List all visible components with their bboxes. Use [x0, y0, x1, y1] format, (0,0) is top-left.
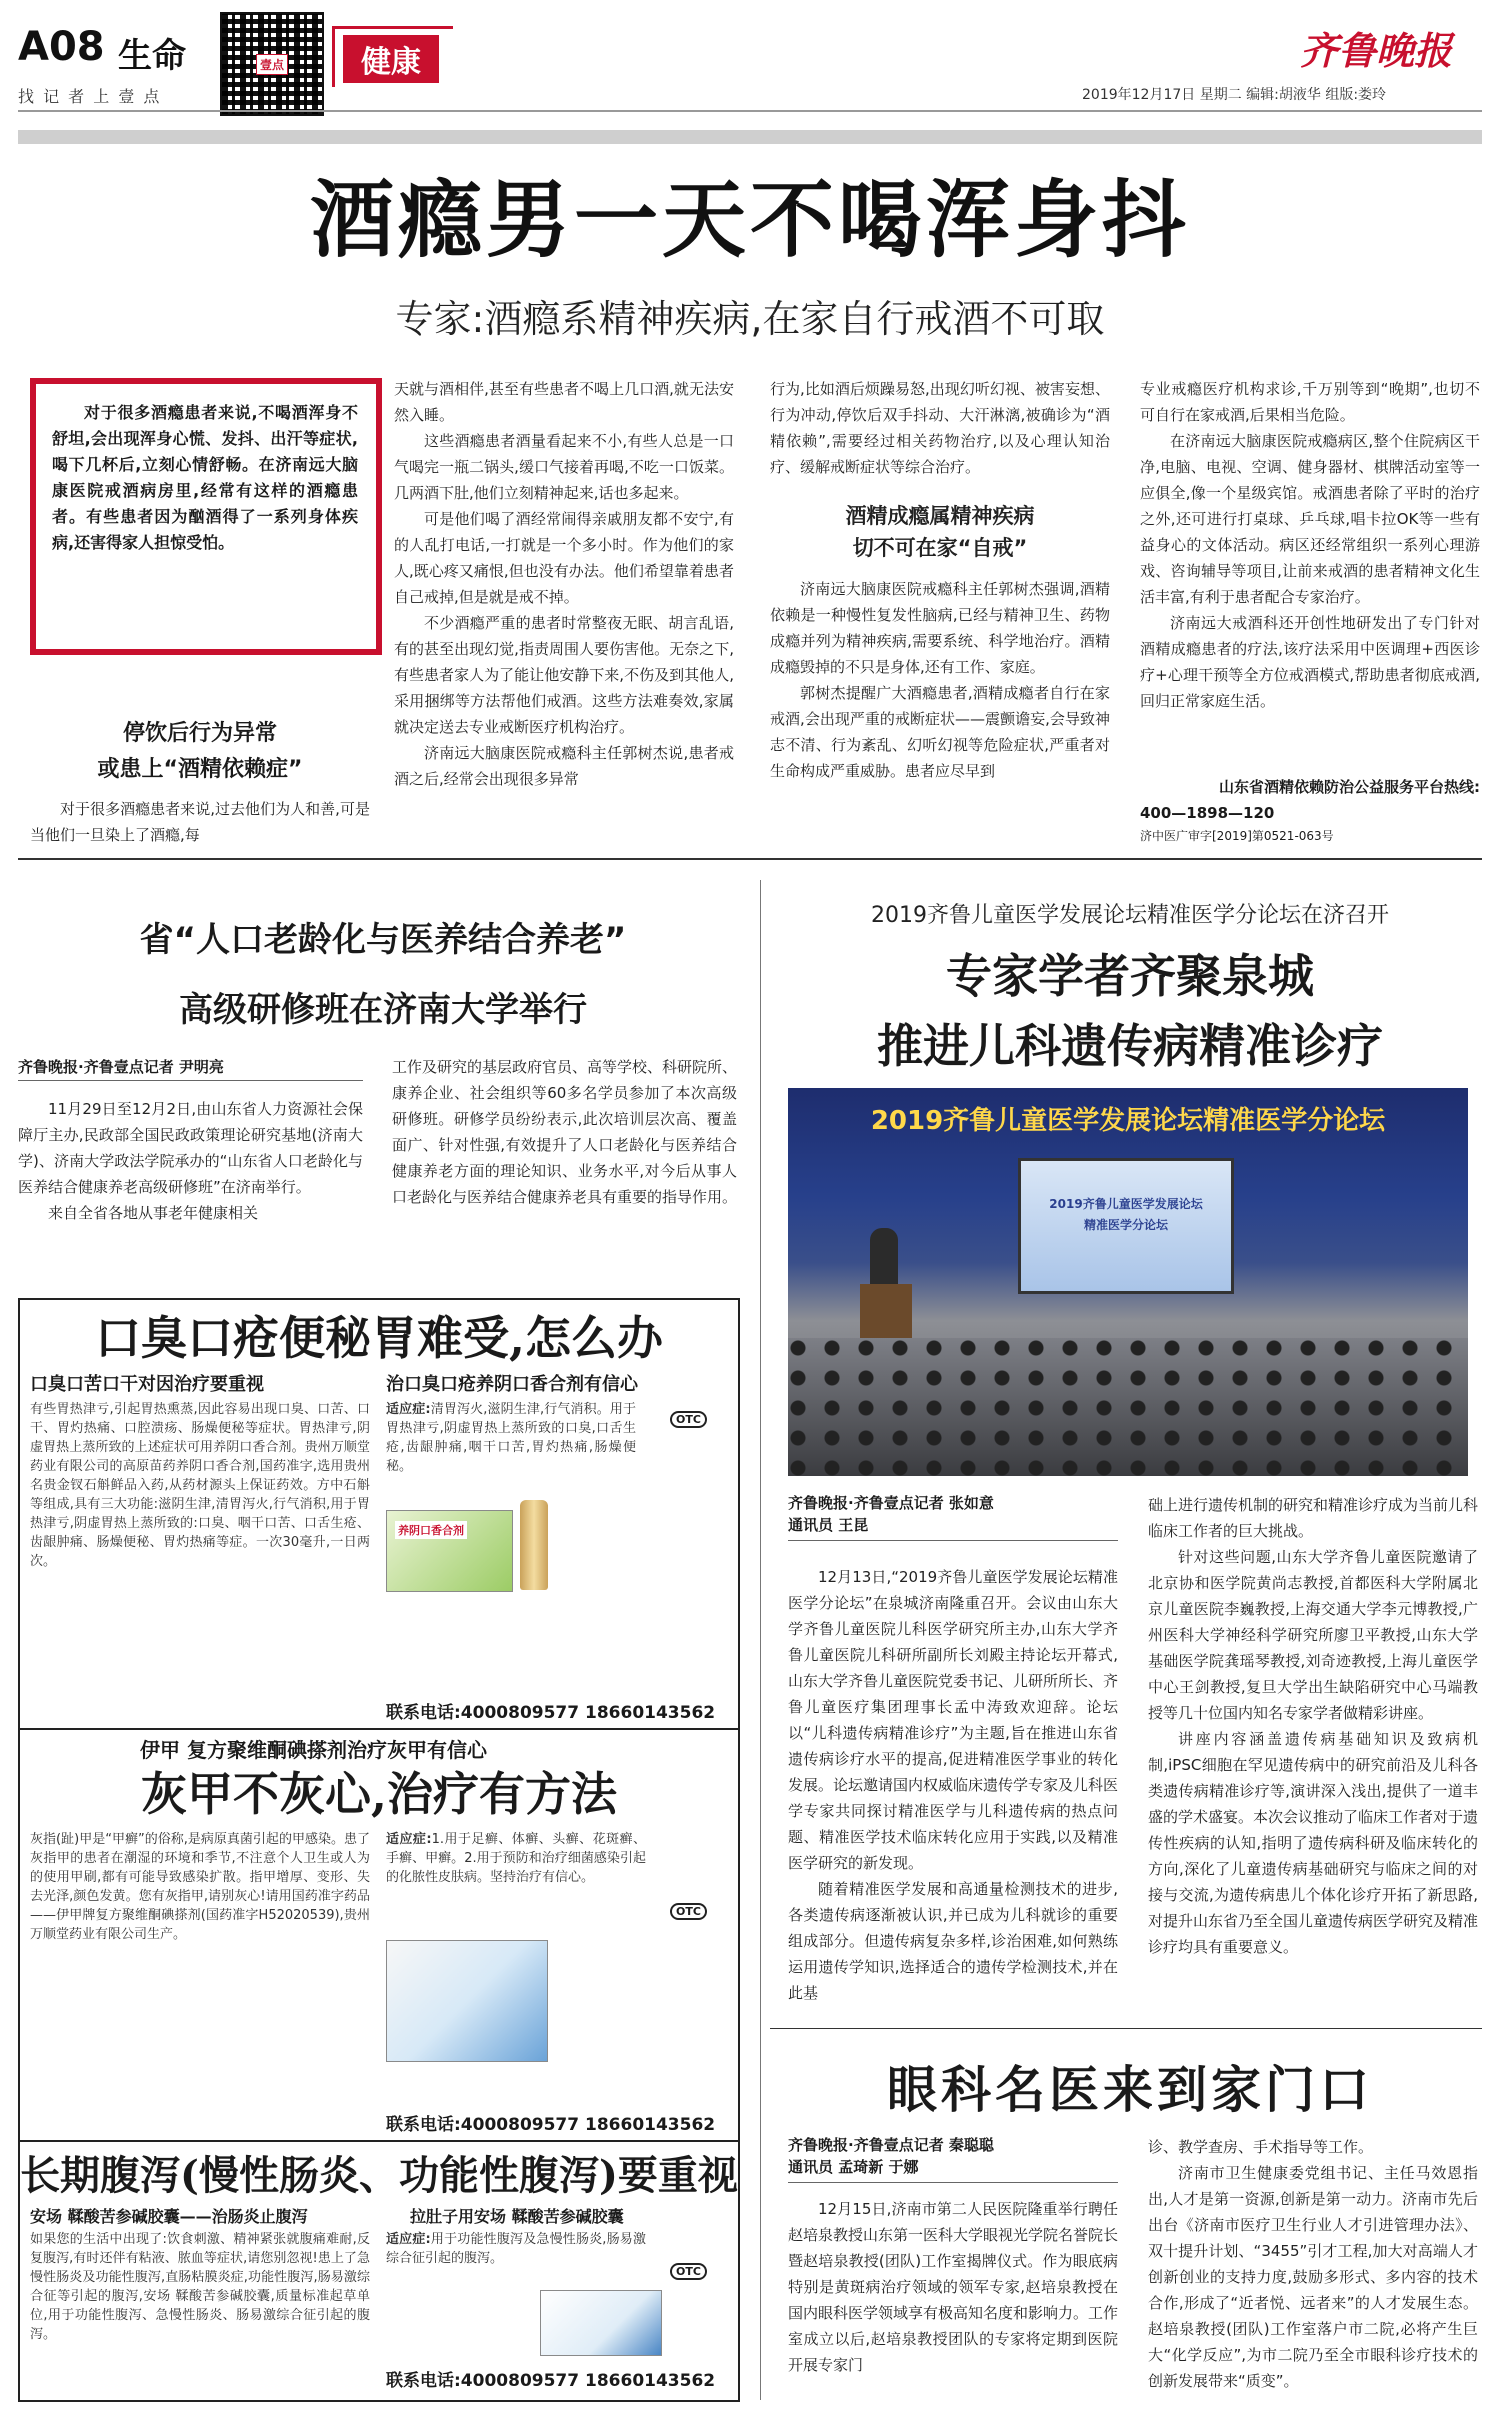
ad-approval-number: 济中医广审字[2019]第0521-063号 — [1140, 829, 1334, 843]
ad1-product-label: 养阴口香合剂 — [395, 1521, 467, 1539]
article4-byline-2: 通讯员 孟琦新 于娜 — [788, 2158, 919, 2176]
ad2-phone[interactable]: 联系电话:4000809577 18660143562 — [386, 2115, 716, 2135]
ad3-sub-right: 拉肚子用安场 鞣酸苦参碱胶囊 — [410, 2207, 624, 2226]
ad2-kicker: 伊甲 复方聚维酮碘搽剂治疗灰甲有信心 — [140, 1738, 487, 1762]
paragraph: 诊、教学查房、手术指导等工作。 — [1148, 2138, 1374, 2156]
divider — [770, 2028, 1482, 2029]
paragraph: 讲座内容涵盖遗传病基础知识及致病机制,iPSC细胞在罕见遗传病中的研究前沿及儿科各类遗传病精准诊疗等,演讲深入浅出,提供了一道丰盛的学术盛宴。本次会议推动了临床工作者对于遗传性疾病的认知,指明了遗传病科研及临床转化的方向,深化了儿童遗传病基础研究与临床之间的对接与交流,为遗传病患儿个体化诊疗开拓了新思路,对提升山东省乃至全国儿童遗传病医学研究及精准诊疗均具有重要意义。 — [1148, 1730, 1478, 1956]
column-divider — [760, 880, 761, 2400]
divider — [18, 858, 1482, 860]
ad2-body-left: 灰指(趾)甲是“甲癣”的俗称,是病原真菌引起的甲感染。患了灰指甲的患者在潮湿的环境和季节,不注意个人卫生或人为的使用甲刷,都有可能导致感染扩散。指甲增厚、变形、失去光泽,颜色发黄。您有灰指甲,请别灰心!请用国药准字药品——伊甲牌复方聚维酮碘搽剂(国药准字H52020539),贵州万顺堂药业有限公司生产。 — [30, 1832, 370, 1942]
ad1-sub-right: 治口臭口疮养阴口香合剂有信心 — [386, 1374, 638, 1395]
channel-tab — [332, 26, 453, 87]
photo-screen-line1: 2019齐鲁儿童医学发展论坛 — [1049, 1197, 1203, 1211]
paragraph: 12月13日,“2019齐鲁儿童医学发展论坛精准医学分论坛”在泉城济南隆重召开。会议由山东大学齐鲁儿童医院儿科医学研究所主办,山东大学齐鲁儿童医院儿科研所副所长刘殿主持论坛开幕式,山东大学齐鲁儿童医院党委书记、儿研所所长、齐鲁儿童医疗集团理事长孟中涛致欢迎辞。论坛以“儿科遗传病精准诊疗”为主题,旨在推进山东省遗传病诊疗水平的提高,促进精准医学事业的转化发展。论坛邀请国内权威临床遗传学专家及儿科医学专家共同探讨精准医学与儿科遗传病的热点问题、精准医学技术临床转化应用于实践,以及精准医学研究的新发现。 — [788, 1568, 1118, 1872]
paragraph: 济南远大脑康医院戒瘾科主任郭树杰说,患者戒酒之后,经常会出现很多异常 — [394, 744, 734, 788]
article2-byline: 齐鲁晚报·齐鲁壹点记者 尹明亮 — [18, 1058, 224, 1076]
ad3-phone[interactable]: 联系电话:4000809577 18660143562 — [386, 2371, 716, 2391]
paragraph: 针对这些问题,山东大学齐鲁儿童医院邀请了北京协和医学院黄尚志教授,首都医科大学附属北京儿童医院李巍教授,上海交通大学李元博教授,广州医科大学神经科学研究所廖卫平教授,山东大学基础医学院龚瑶琴教授,刘奇迹教授,上海儿童医学中心王剑教授,复旦大学出生缺陷研究中心马端教授等几十位国内知名专家学者做精彩讲座。 — [1148, 1548, 1478, 1722]
article3-col1 — [788, 1564, 1118, 2014]
article1-col3 — [770, 376, 1110, 846]
hotline-label: 山东省酒精依赖防治公益服务平台热线: — [1218, 778, 1480, 796]
paragraph: 随着精准医学发展和高通量检测技术的进步,各类遗传病逐渐被认识,并已成为儿科就诊的重要组成部分。但遗传病复杂多样,诊治困难,如何熟练运用遗传学知识,选择适合的遗传学检测技术,并在此基 — [788, 1880, 1118, 2002]
paragraph: 济南远大脑康医院戒瘾科主任郭树杰强调,酒精依赖是一种慢性复发性脑病,已经与精神卫生、药物成瘾并列为精神疾病,需要系统、科学地治疗。酒精成瘾毁掉的不只是身体,还有工作、家庭。 — [770, 580, 1110, 676]
paragraph: 郭树杰提醒广大酒瘾患者,酒精成瘾者自行在家戒酒,会出现严重的戒断症状——震颤谵妄,会导致神志不清、行为紊乱、幻听幻视等危险症状,严重者对生命构成严重威胁。患者应尽早到 — [770, 684, 1110, 780]
article2-col2 — [392, 1054, 737, 1210]
paragraph: 工作及研究的基层政府官员、高等学校、科研院所、康养企业、社会组织等60多名学员参加了本次高级研修班。研修学员纷纷表示,此次培训层次高、覆盖面广、针对性强,有效提升了人口老龄化与医养结合健康养老方面的理论知识、业务水平,对今后从事人口老龄化与医养结合健康养老具有重要的指导作用。 — [392, 1058, 738, 1206]
ad3-sub-left: 安场 鞣酸苦参碱胶囊——治肠炎止腹泻 — [30, 2207, 308, 2226]
ad1-body-right: 适应症:清胃泻火,滋阴生津,行气消积。用于胃热津亏,阴虚胃热上蒸所致的口臭,口舌生疮,齿龈肿痛,咽干口苦,胃灼热痛,肠燥便秘。 — [386, 1402, 637, 1474]
hotline-number[interactable]: 400—1898—120 — [1140, 804, 1275, 822]
article4-title: 眼科名医来到家门口 — [887, 2061, 1373, 2119]
article1-col2 — [394, 376, 734, 846]
page-number: A08 — [18, 24, 105, 70]
paragraph: 天就与酒相伴,甚至有些患者不喝上几口酒,就无法安然入睡。 — [394, 380, 734, 424]
ad1-phone[interactable]: 联系电话:4000809577 18660143562 — [386, 1703, 716, 1723]
article1-title: 酒瘾男一天不喝浑身抖 — [309, 171, 1190, 269]
article2-col1 — [18, 1096, 363, 1226]
article2-title-2: 高级研修班在济南大学举行 — [179, 990, 587, 1030]
photo-podium — [860, 1284, 912, 1340]
article3-title-2: 推进儿科遗传病精准诊疗 — [877, 1019, 1383, 1073]
article1-heading-1: 停饮后行为异常 — [122, 721, 277, 746]
ad3-title: 长期腹泻(慢性肠炎、功能性腹泻)要重视 — [20, 2152, 738, 2199]
ad3-body-left: 如果您的生活中出现了:饮食刺激、精神紧张就腹痛难耐,反复腹泻,有时还伴有粘液、脓血等症状,请您别忽视!患上了急慢性肠炎及功能性腹泻,直肠粘膜炎症,功能性腹泻,肠易激综合征等引起的腹泻,安场 鞣酸苦参碱胶囊,质量标准起草单位,用于功能性腹泻、急慢性肠炎、肠易激综合征引起的腹泻。 — [30, 2232, 370, 2342]
hotline-block — [1140, 774, 1480, 846]
section-name: 生命 — [118, 36, 186, 76]
ad2-body-right: 适应症:1.用于足癣、体癣、头癣、花斑癣、手癣、甲癣。2.用于预防和治疗细菌感染引起的化脓性皮肤病。坚持治疗有信心。 — [386, 1832, 647, 1885]
paragraph: 来自全省各地从事老年健康相关 — [48, 1204, 259, 1222]
article3-title-1: 专家学者齐聚泉城 — [946, 949, 1314, 1003]
slogan: 找 记 者 上 壹 点 — [18, 87, 162, 106]
paragraph: 在济南远大脑康医院戒瘾病区,整个住院病区干净,电脑、电视、空调、健身器材、棋牌活动室等一应俱全,像一个星级宾馆。戒酒患者除了平时的治疗之外,还可进行打桌球、乒乓球,唱卡拉OK等一些有益身心的文体活动。病区还经常组织一系列心理游戏、咨询辅导等项目,让前来戒酒的患者精神文化生活丰富,有利于患者配合专家治疗。 — [1140, 432, 1480, 606]
article1-col4 — [1140, 376, 1480, 776]
photo-banner: 2019齐鲁儿童医学发展论坛精准医学分论坛 — [870, 1106, 1386, 1136]
article4-byline-1: 齐鲁晚报·齐鲁壹点记者 秦聪聪 — [788, 2136, 994, 2154]
lead-text: 对于很多酒瘾患者来说,不喝酒浑身不舒坦,会出现浑身心慌、发抖、出汗等症状,喝下几杯后,立刻心情舒畅。在济南远大脑康医院戒酒病房里,经常有这样的酒瘾患者。有些患者因为酗酒得了一系列身体疾病,还害得家人担惊受怕。 — [52, 403, 358, 552]
ad2-title: 灰甲不灰心,治疗有方法 — [140, 1767, 617, 1821]
paragraph: 这些酒瘾患者酒量看起来不小,有些人总是一口气喝完一瓶二锅头,缓口气接着再喝,不吃一口饭菜。几两酒下肚,他们立刻精神起来,话也多起来。 — [394, 432, 734, 502]
article1-heading-2: 或患上“酒精依赖症” — [97, 757, 303, 782]
article3-byline-2: 通讯员 王昆 — [788, 1516, 869, 1534]
ad2-otc-badge: OTC — [670, 1900, 707, 1920]
ad2-product-box — [386, 1940, 548, 2062]
qr-code[interactable] — [220, 12, 324, 116]
article1-col1-text: 对于很多酒瘾患者来说,过去他们为人和善,可是当他们一旦染上了酒瘾,每 — [30, 800, 370, 844]
photo-audience — [788, 1338, 1468, 1476]
byline-rule — [788, 2182, 1118, 2183]
paragraph: 济南远大戒酒科还开创性地研发出了专门针对酒精成瘾患者的疗法,该疗法采用中医调理+西医诊疗+心理干预等全方位戒酒模式,帮助患者彻底戒酒,回归正常家庭生活。 — [1140, 614, 1480, 710]
ad1-title: 口臭口疮便秘胃难受,怎么办 — [94, 1311, 663, 1365]
article2-title-1: 省“人口老龄化与医养结合养老” — [139, 920, 627, 960]
forum-photo — [788, 1088, 1468, 1476]
ad1-otc-badge: OTC — [670, 1408, 707, 1428]
article3-col2 — [1148, 1492, 1478, 2014]
ad1-product-bottle — [520, 1500, 548, 1590]
channel-label: 健康 — [343, 35, 439, 83]
paragraph: 专业戒瘾医疗机构求诊,千万别等到“晚期”,也切不可自行在家戒酒,后果相当危险。 — [1140, 380, 1480, 424]
qr-center-label: 壹点 — [256, 54, 288, 75]
masthead-rule — [18, 110, 1482, 112]
article4-col2 — [1148, 2134, 1478, 2404]
ad3-product-box — [540, 2290, 662, 2356]
paragraph: 11月29日至12月2日,由山东省人力资源社会保障厅主办,民政部全国民政政策理论研究基地(济南大学)、济南大学政法学院承办的“山东省人口老龄化与医养结合健康养老高级研修班”在济南举行。 — [18, 1100, 363, 1196]
photo-screen-line2: 精准医学分论坛 — [1083, 1218, 1168, 1232]
paragraph: 行为,比如酒后烦躁易怒,出现幻听幻视、被害妄想、行为冲动,停饮后双手抖动、大汗淋漓,被确诊为“酒精依赖”,需要经过相关药物治疗,以及心理认知治疗、缓解戒断症状等综合治疗。 — [770, 380, 1110, 476]
paper-logo: 齐鲁晚报 — [1300, 28, 1453, 73]
ad-divider — [20, 1728, 738, 1730]
ad1-product-box — [386, 1510, 513, 1592]
advertisement — [18, 1298, 740, 2402]
article1-heading-4: 切不可在家“自戒” — [852, 536, 1028, 560]
article4-col1 — [788, 2196, 1118, 2404]
paragraph: 济南市卫生健康委党组书记、主任马效恩指出,人才是第一资源,创新是第一动力。济南市先后出台《济南市医疗卫生行业人才引进管理办法》、双十提升计划、“3455”引才工程,加大对高端人才创新创业的支持力度,鼓励多形式、多内容的技术合作,形成了“近者悦、远者来”的人才发展生态。赵培泉教授(团队)工作室落户市二院,必将产生巨大“化学反应”,为市二院乃至全市眼科诊疗技术的创新发展带来“质变”。 — [1148, 2164, 1478, 2390]
paragraph: 不少酒瘾严重的患者时常整夜无眠、胡言乱语,有的甚至出现幻觉,指责周围人要伤害他。无奈之下,有些患者家人为了能让他安静下来,不伤及到其他人,采用捆绑等方法帮他们戒酒。这些方法难奏效,家属就决定送去专业戒断医疗机构治疗。 — [394, 614, 734, 736]
article1-subtitle: 专家:酒瘾系精神疾病,在家自行戒酒不可取 — [395, 297, 1105, 341]
ad1-sub-left: 口臭口苦口干对因治疗要重视 — [30, 1374, 264, 1395]
photo-screen — [1018, 1158, 1234, 1294]
byline-rule — [788, 1540, 1118, 1541]
lead-box — [30, 378, 382, 655]
ad-divider — [20, 2140, 738, 2142]
date-editor-info: 2019年12月17日 星期二 编辑:胡液华 组版:娄玲 — [1082, 87, 1387, 103]
ad3-body-right: 适应症:用于功能性腹泻及急慢性肠炎,肠易激综合征引起的腹泻。 — [386, 2232, 646, 2266]
article3-byline-1: 齐鲁晚报·齐鲁壹点记者 张如意 — [788, 1494, 994, 1512]
article1-heading-3: 酒精成瘾属精神疾病 — [845, 504, 1035, 528]
article3-kicker: 2019齐鲁儿童医学发展论坛精准医学分论坛在济召开 — [871, 903, 1389, 928]
paragraph: 12月15日,济南市第二人民医院隆重举行聘任赵培泉教授山东第一医科大学眼视光学院名誉院长暨赵培泉教授(团队)工作室揭牌仪式。作为眼底病特别是黄斑病治疗领域的领军专家,赵培泉教授在国内眼科医学领域享有极高知名度和影响力。工作室成立以后,赵培泉教授团队的专家将定期到医院开展专家门 — [788, 2200, 1118, 2374]
masthead — [0, 0, 1500, 130]
byline-rule — [18, 1080, 363, 1081]
paragraph: 础上进行遗传机制的研究和精准诊疗成为当前儿科临床工作者的巨大挑战。 — [1148, 1496, 1478, 1540]
paragraph: 可是他们喝了酒经常闹得亲戚朋友都不安宁,有的人乱打电话,一打就是一个多小时。作为他们的家人,既心疼又痛恨,但也没有办法。他们希望靠着患者自己戒掉,但是就是戒不掉。 — [394, 510, 734, 606]
ad3-otc-badge: OTC — [670, 2260, 707, 2280]
ad1-body-left: 有些胃热津亏,引起胃热熏蒸,因此容易出现口臭、口苦、口干、胃灼热痛、口腔溃疡、肠燥便秘等症状。胃热津亏,阴虚胃热上蒸所致的上述症状可用养阴口香合剂。贵州万顺堂药业有限公司的高原苗药养阴口香合剂,国药准字,选用贵州名贵金钗石斛鲜品入药,从药材源头上保证药效。方中石斛等组成,具有三大功能:滋阴生津,清胃泻火,行气消积,用于胃热津亏,阴虚胃热上蒸所致的:口臭、咽干口苦、口舌生疮、齿龈肿痛、肠燥便秘、胃灼热痛等症。一次30毫升,一日两次。 — [30, 1402, 370, 1569]
masthead-rule-thick — [18, 130, 1482, 144]
